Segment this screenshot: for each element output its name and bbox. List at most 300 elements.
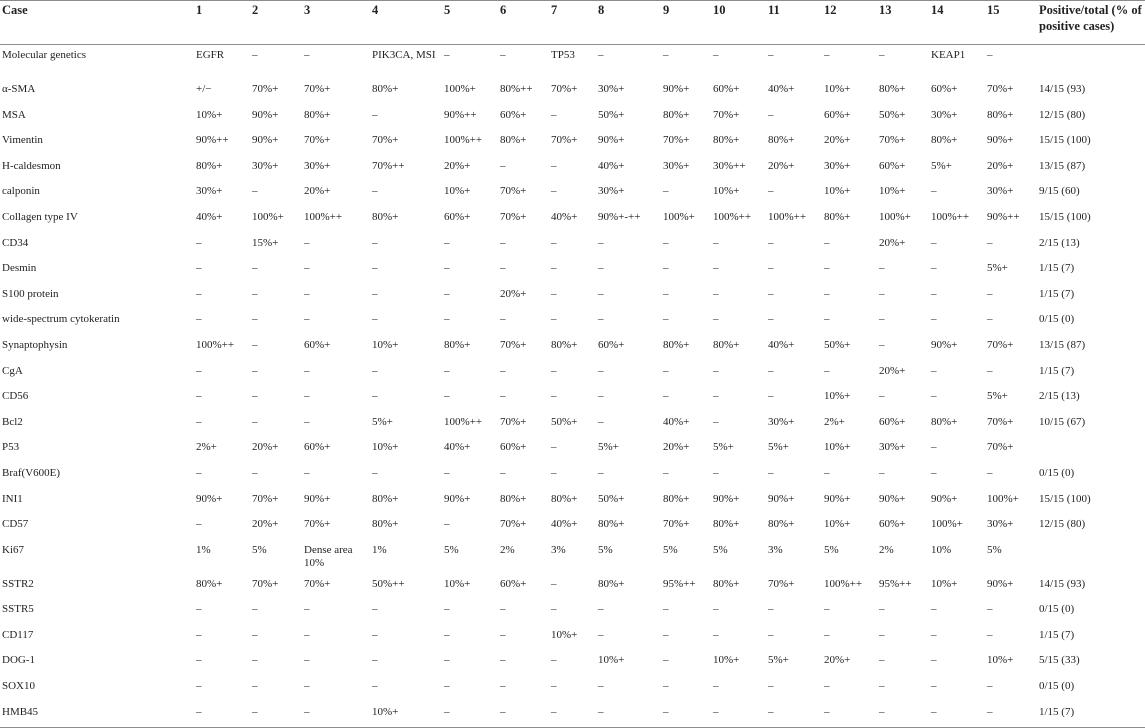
row-label: wide-spectrum cytokeratin [2, 313, 120, 326]
table-cell: 40%+ [551, 210, 578, 223]
table-cell: – [551, 466, 557, 479]
table-cell: – [444, 518, 450, 531]
table-cell: – [304, 603, 310, 616]
table-cell: – [931, 628, 937, 641]
table-cell: – [304, 313, 310, 326]
column-header-case-1: 1 [196, 1, 252, 45]
table-cell: 90%+ [196, 492, 223, 505]
column-header-case-15: 15 [987, 1, 1039, 45]
table-cell: – [196, 390, 202, 403]
table-cell: 1% [196, 543, 211, 556]
table-cell: – [879, 262, 885, 275]
table-cell: – [252, 466, 258, 479]
table-cell: 60%+ [500, 577, 527, 590]
table-cell: 70%+ [500, 518, 527, 531]
table-cell: – [500, 654, 506, 667]
table-cell: 15/15 (100) [1039, 134, 1091, 147]
table-cell: – [372, 185, 378, 198]
row-label: DOG-1 [2, 654, 35, 667]
table-cell: – [879, 466, 885, 479]
table-cell: 10%+ [931, 577, 958, 590]
row-label: Ki67 [2, 543, 24, 556]
table-cell: 12/15 (80) [1039, 518, 1086, 531]
row-label: SOX10 [2, 680, 36, 693]
table-cell: – [196, 603, 202, 616]
table-row [0, 625, 1145, 651]
table-cell: 100%++ [824, 577, 863, 590]
table-cell: – [196, 518, 202, 531]
table-cell: – [598, 680, 604, 693]
table-cell: – [598, 364, 604, 377]
table-cell: 70%+ [987, 83, 1014, 95]
table-cell: 90%+ [879, 492, 906, 505]
table-row [0, 361, 1145, 387]
table-cell: 100%++ [304, 210, 343, 223]
table-cell: – [713, 628, 719, 641]
table-cell: – [500, 603, 506, 616]
table-cell: Dense area 10% [304, 543, 353, 569]
table-cell: – [444, 364, 450, 377]
table-cell: 80%+ [931, 134, 958, 147]
table-cell: – [500, 364, 506, 377]
table-cell: – [372, 262, 378, 275]
table-cell: – [768, 262, 774, 275]
table-cell: 2/15 (13) [1039, 236, 1080, 249]
table-cell: – [768, 236, 774, 249]
table-cell: – [551, 364, 557, 377]
table-cell: 70%+ [987, 441, 1014, 454]
table-cell: 5%+ [713, 441, 734, 454]
table-cell: – [252, 603, 258, 616]
table-cell: – [304, 262, 310, 275]
table-cell: 90%++ [196, 134, 229, 147]
table-cell: – [372, 287, 378, 300]
table-cell: 90%+ [252, 134, 279, 147]
table-cell: – [196, 313, 202, 326]
table-cell: 10%+ [713, 185, 740, 198]
table-cell: 20%+ [252, 518, 279, 531]
table-cell: 50%+ [879, 108, 906, 121]
table-cell: – [500, 236, 506, 249]
table-cell: – [663, 262, 669, 275]
table-cell: – [931, 702, 987, 728]
table-cell: 90%+ [824, 492, 851, 505]
table-cell: 90%+ [252, 108, 279, 121]
table-cell: – [931, 603, 937, 616]
table-cell: – [252, 390, 258, 403]
table-row [0, 335, 1145, 361]
table-cell: KEAP1 [931, 49, 966, 61]
table-cell: – [598, 49, 604, 61]
table-cell: – [663, 680, 669, 693]
table-cell: – [879, 680, 885, 693]
table-cell: – [987, 49, 993, 61]
table-cell: +/− [196, 83, 212, 95]
table-cell: – [713, 313, 719, 326]
table-cell: 70%+ [987, 415, 1014, 428]
column-header-positive-total: Positive/total (% of positive cases) [1039, 1, 1145, 45]
table-cell: – [252, 262, 258, 275]
table-cell: 5%+ [768, 441, 789, 454]
table-cell: – [372, 364, 378, 377]
table-cell: 30%+ [824, 159, 851, 172]
table-cell: – [879, 313, 885, 326]
table-cell: – [304, 680, 310, 693]
table-cell: 60%+ [879, 415, 906, 428]
table-cell: 1/15 (7) [1039, 287, 1075, 300]
table-cell: 5%+ [768, 654, 789, 667]
table-cell: – [372, 654, 378, 667]
table-cell: – [713, 364, 719, 377]
table-cell: 30%+ [598, 185, 625, 198]
table-cell: – [551, 262, 557, 275]
table-cell: 10/15 (67) [1039, 415, 1086, 428]
table-cell: 5%+ [931, 159, 952, 172]
table-cell: 80%+ [768, 518, 795, 531]
table-cell: 80%+ [500, 492, 527, 505]
row-label: Synaptophysin [2, 338, 68, 351]
table-cell: – [372, 236, 378, 249]
table-cell: – [196, 236, 202, 249]
table-cell: 70%+ [987, 338, 1014, 351]
table-cell: 50%+ [551, 415, 578, 428]
table-cell: 10%+ [824, 390, 851, 403]
row-label: SSTR5 [2, 603, 34, 616]
table-cell: 70%+ [879, 134, 906, 147]
table-cell: 9/15 (60) [1039, 185, 1080, 198]
table-cell: 50%++ [372, 577, 405, 590]
table-cell: – [304, 415, 310, 428]
table-cell: 5%+ [987, 262, 1008, 275]
column-header-case-9: 9 [663, 1, 713, 45]
table-cell: 5%+ [987, 390, 1008, 403]
table-cell: – [551, 654, 557, 667]
table-cell: 70%+ [713, 108, 740, 121]
table-cell: – [444, 236, 450, 249]
header-row [0, 1, 1145, 45]
table-cell: 5% [663, 543, 678, 556]
column-header-case-4: 4 [372, 1, 444, 45]
table-cell: 10%+ [713, 654, 740, 667]
table-cell: – [551, 603, 557, 616]
table-cell: 90%+ [768, 492, 795, 505]
table-cell: – [551, 287, 557, 300]
table-cell: – [196, 654, 202, 667]
table-cell: – [252, 415, 258, 428]
table-row [0, 650, 1145, 676]
table-cell: 90%+ [304, 492, 331, 505]
column-header-case-5: 5 [444, 1, 500, 45]
table-cell: – [713, 262, 719, 275]
table-cell: 90%+ [713, 492, 740, 505]
table-cell: 80%+ [824, 210, 851, 223]
table-cell: 5% [598, 543, 613, 556]
table-cell: 70%+ [500, 415, 527, 428]
table-cell: 10%+ [824, 441, 851, 454]
table-cell: 70%+ [551, 83, 578, 95]
table-cell: 70%+ [304, 518, 331, 531]
table-cell: 90%+ [444, 492, 471, 505]
table-cell: 30%+ [598, 83, 625, 95]
table-cell: – [987, 313, 993, 326]
table-header [0, 1, 1145, 45]
table-cell: – [598, 466, 604, 479]
table-cell: 20%+ [768, 159, 795, 172]
table-cell: – [768, 313, 774, 326]
table-cell: 90%+-++ [598, 210, 641, 223]
column-header-case-2: 2 [252, 1, 304, 45]
table-cell: 20%+ [879, 236, 906, 249]
table-cell: 100%+ [987, 492, 1019, 505]
table-cell: – [987, 364, 993, 377]
table-cell: 0/15 (0) [1039, 680, 1075, 693]
table-cell: 90%+ [931, 492, 958, 505]
table-cell: 70%+ [768, 577, 795, 590]
table-cell: 30%+ [252, 159, 279, 172]
table-cell: – [598, 702, 663, 728]
table-cell: – [713, 680, 719, 693]
table-cell: PIK3CA, MSI [372, 49, 436, 61]
table-cell: 14/15 (93) [1039, 577, 1086, 590]
row-label: CgA [2, 364, 23, 377]
table-cell: 80%+ [879, 83, 906, 95]
table-cell: 40%+ [598, 159, 625, 172]
table-cell: 60%+ [304, 338, 331, 351]
table-cell: – [824, 628, 830, 641]
table-cell: – [372, 466, 378, 479]
table-cell: 70%+ [500, 185, 527, 198]
table-row [0, 233, 1145, 259]
table-cell: 5% [824, 543, 839, 556]
table-cell: – [500, 466, 506, 479]
table-cell: 80%+ [372, 83, 399, 95]
table-cell: 10%+ [598, 654, 625, 667]
table-cell: – [663, 49, 669, 61]
column-header-case-8: 8 [598, 1, 663, 45]
table-row [0, 309, 1145, 335]
table-cell: – [987, 287, 993, 300]
table-cell: – [252, 680, 258, 693]
table-cell: 50%+ [824, 338, 851, 351]
table-cell: – [196, 466, 202, 479]
table-row [0, 156, 1145, 182]
table-cell: – [931, 680, 937, 693]
row-label: INI1 [2, 492, 23, 505]
table-cell: 70%+ [252, 577, 279, 590]
row-label: calponin [2, 185, 40, 198]
table-cell: 1/15 (7) [1039, 702, 1145, 728]
table-cell: – [500, 390, 506, 403]
table-cell: – [598, 287, 604, 300]
table-row [0, 574, 1145, 600]
table-cell: – [879, 49, 885, 61]
row-label: CD117 [2, 628, 34, 641]
table-cell: 14/15 (93) [1039, 83, 1086, 95]
table-cell: 80%+ [663, 492, 690, 505]
table-cell: 0/15 (0) [1039, 313, 1075, 326]
table-cell: 40%+ [551, 518, 578, 531]
table-cell: 30%+ [663, 159, 690, 172]
table-cell: 80%+ [713, 577, 740, 590]
table-cell: – [824, 262, 830, 275]
table-cell: – [598, 313, 604, 326]
table-cell: 15/15 (100) [1039, 210, 1091, 223]
table-cell: – [879, 287, 885, 300]
table-cell: 80%+ [444, 338, 471, 351]
table-cell: 10%+ [372, 338, 399, 351]
table-cell: 1/15 (7) [1039, 262, 1075, 275]
table-row [0, 599, 1145, 625]
table-cell: 10%+ [372, 702, 444, 728]
table-cell: – [598, 603, 604, 616]
table-cell: 100%+ [444, 83, 476, 95]
column-header-case-3: 3 [304, 1, 372, 45]
table-cell: 20%+ [500, 287, 527, 300]
table-cell: – [551, 390, 557, 403]
table-cell: 0/15 (0) [1039, 603, 1075, 616]
table-cell: 2% [500, 543, 515, 556]
table-cell: – [768, 108, 774, 121]
table-cell: 30%+ [768, 415, 795, 428]
table-cell: – [252, 628, 258, 641]
row-label: Molecular genetics [2, 49, 86, 61]
table-cell: 30%+ [931, 108, 958, 121]
row-label: CD34 [2, 236, 29, 249]
column-header-case-10: 10 [713, 1, 768, 45]
table-cell: – [987, 236, 993, 249]
row-label: α-SMA [2, 83, 36, 95]
table-cell: – [444, 603, 450, 616]
table-cell: 60%+ [598, 338, 625, 351]
table-cell: 70%+ [500, 210, 527, 223]
table-cell: – [551, 577, 557, 590]
table-cell: – [987, 702, 1039, 728]
table-row [0, 540, 1145, 574]
table-cell: – [196, 287, 202, 300]
table-cell: 2%+ [824, 415, 845, 428]
column-header-case: Case [0, 1, 196, 45]
column-header-case-6: 6 [500, 1, 551, 45]
table-cell: 70%+ [500, 338, 527, 351]
table-cell: 80%+ [372, 210, 399, 223]
table-cell: – [444, 628, 450, 641]
table-cell: – [500, 49, 506, 61]
table-cell: – [931, 654, 937, 667]
table-cell: – [713, 236, 719, 249]
table-cell [1039, 540, 1145, 574]
row-label: Desmin [2, 262, 37, 275]
row-label: CD56 [2, 390, 29, 403]
table-cell: 60%+ [500, 441, 527, 454]
table-row [0, 412, 1145, 438]
table-cell: 2/15 (13) [1039, 390, 1080, 403]
table-cell: 80%+ [713, 518, 740, 531]
table-cell: 70%+ [304, 577, 331, 590]
table-cell: 30%+ [987, 518, 1014, 531]
table-cell: 10%+ [444, 185, 471, 198]
table-cell: 80%+ [713, 338, 740, 351]
table-cell: 70%++ [372, 159, 405, 172]
table-cell: 5/15 (33) [1039, 654, 1080, 667]
table-cell: 2%+ [196, 441, 217, 454]
table-cell: – [444, 49, 450, 61]
table-cell: – [252, 338, 258, 351]
table-cell: – [252, 702, 304, 728]
table-cell: 20%+ [444, 159, 471, 172]
table-cell: – [304, 287, 310, 300]
table-cell: – [824, 313, 830, 326]
table-row [0, 207, 1145, 233]
table-cell: 10%+ [824, 518, 851, 531]
table-cell: – [987, 628, 993, 641]
table-cell: 80%+ [304, 108, 331, 121]
table-cell: 30%+ [304, 159, 331, 172]
table-cell: 100%+ [252, 210, 284, 223]
column-header-case-7: 7 [551, 1, 598, 45]
table-cell: 80%+ [768, 134, 795, 147]
table-cell: – [196, 628, 202, 641]
row-label: Braf(V600E) [2, 466, 61, 479]
table-cell: 70%+ [372, 134, 399, 147]
table-cell: – [931, 390, 937, 403]
table-cell: – [931, 287, 937, 300]
table-cell: – [824, 49, 830, 61]
table-cell: 80%+ [196, 159, 223, 172]
table-cell [1039, 45, 1145, 80]
table-cell [1039, 437, 1145, 463]
table-cell: 30%++ [713, 159, 746, 172]
table-row [0, 258, 1145, 284]
table-cell: – [196, 364, 202, 377]
table-cell: 2% [879, 543, 894, 556]
table-cell: – [372, 680, 378, 693]
row-label: SSTR2 [2, 577, 34, 590]
table-cell: – [824, 236, 830, 249]
table-cell: 20%+ [824, 654, 851, 667]
table-cell: 80%+ [372, 518, 399, 531]
table-cell: – [444, 390, 450, 403]
table-cell: – [252, 49, 258, 61]
table-cell: 1/15 (7) [1039, 628, 1075, 641]
table-cell: 5% [713, 543, 728, 556]
table-cell: – [663, 702, 713, 728]
table-cell: – [500, 159, 506, 172]
table-cell: 5% [444, 543, 459, 556]
table-cell: – [768, 364, 774, 377]
table-cell: 10%+ [824, 185, 851, 198]
row-label: H-caldesmon [2, 159, 61, 172]
table-cell: 100%++ [444, 134, 483, 147]
table-cell: 80%+ [598, 577, 625, 590]
table-cell: – [500, 313, 506, 326]
table-cell: 70%+ [304, 83, 331, 95]
table-cell: – [304, 236, 310, 249]
table-cell: 50%+ [598, 492, 625, 505]
table-cell: – [824, 466, 830, 479]
table-cell: – [252, 185, 258, 198]
table-cell: 40%+ [768, 83, 795, 95]
table-cell: – [663, 313, 669, 326]
table-cell: – [598, 236, 604, 249]
table-cell: 80%++ [500, 83, 533, 95]
table-cell: 80%+ [372, 492, 399, 505]
table-cell: – [196, 702, 252, 728]
table-cell: – [663, 185, 669, 198]
table-cell: 12/15 (80) [1039, 108, 1086, 121]
table-cell: 60%+ [304, 441, 331, 454]
table-cell: – [879, 654, 885, 667]
table-cell: 70%+ [304, 134, 331, 147]
